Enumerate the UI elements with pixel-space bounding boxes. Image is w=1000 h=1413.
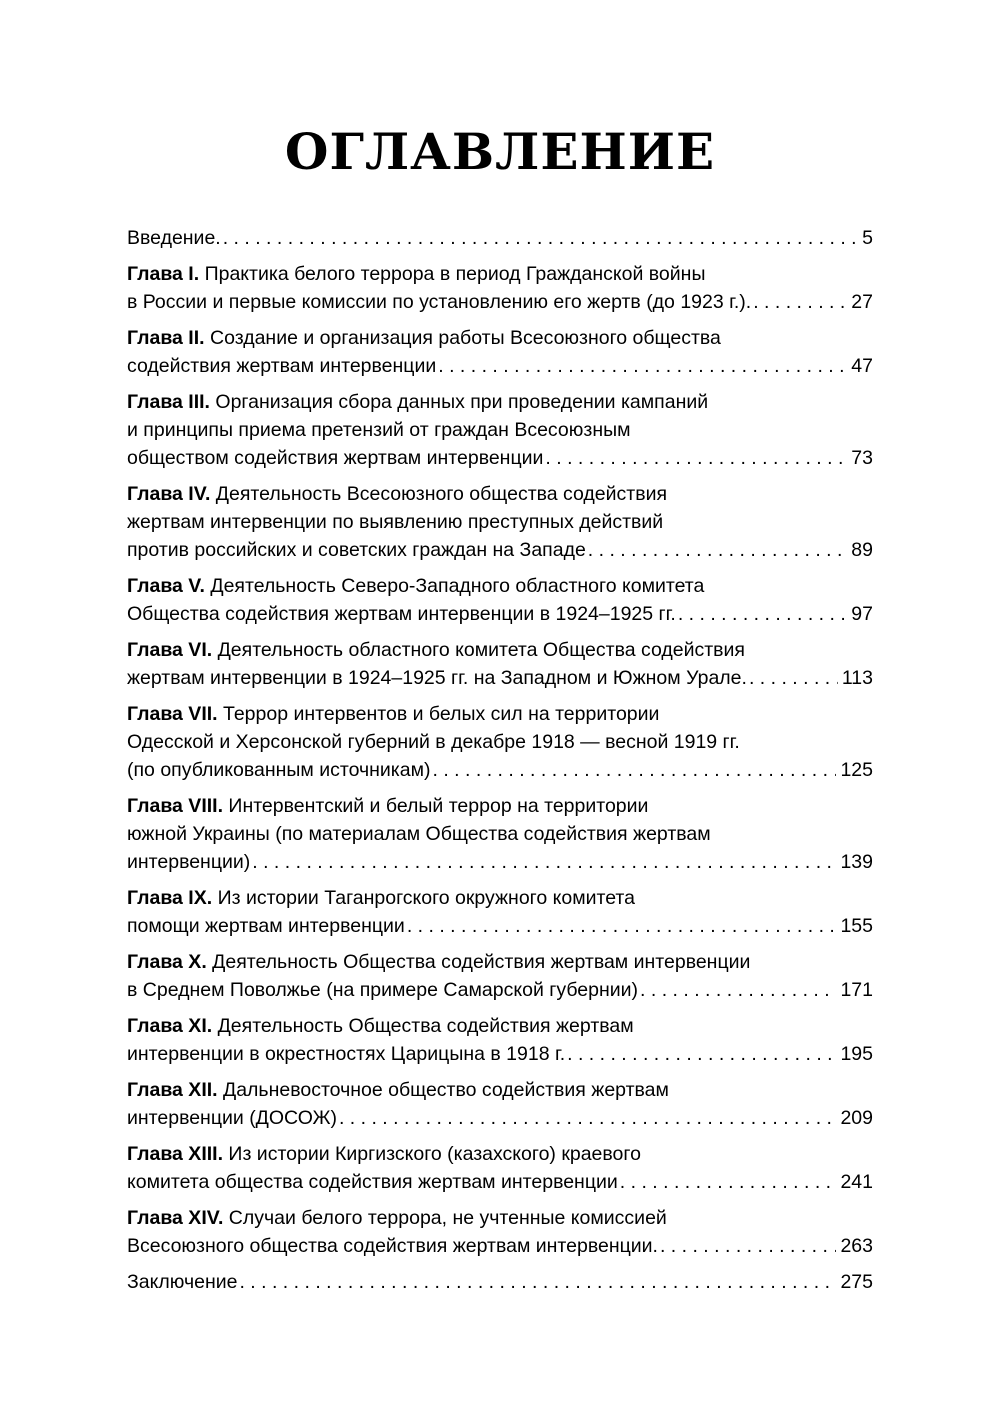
chapter-title-line: Деятельность областного комитета Общества содействия (217, 639, 745, 661)
chapter-title-line: обществом содействия жертвам интервенции (127, 447, 544, 469)
chapter-title-line: интервенции (ДОСОЖ) (127, 1107, 337, 1129)
page-number: 155 (840, 915, 873, 937)
toc-entry-line (127, 416, 873, 444)
page-number: 27 (851, 291, 873, 313)
dot-leader (438, 352, 847, 380)
toc-entry-line (127, 728, 873, 756)
dot-leader (223, 224, 858, 252)
page-number: 97 (851, 603, 873, 625)
dot-leader (660, 1232, 836, 1260)
page-number: 125 (840, 759, 873, 781)
page-number: 89 (851, 539, 873, 561)
toc-entry[interactable] (127, 1012, 873, 1068)
toc-entry-last-line (127, 912, 873, 940)
chapter-number: Глава V. (127, 575, 205, 597)
toc-entry-line (127, 884, 873, 912)
chapter-number: Глава VI. (127, 639, 213, 661)
toc-entry[interactable] (127, 388, 873, 472)
toc-entry-line (127, 572, 873, 600)
toc-entry[interactable] (127, 700, 873, 784)
toc-entry[interactable] (127, 480, 873, 564)
chapter-number: Глава VIII. (127, 795, 223, 817)
toc-entry[interactable] (127, 260, 873, 316)
chapter-number: Глава IX. (127, 887, 213, 909)
chapter-number: Глава XIV. (127, 1207, 224, 1229)
dot-leader (678, 600, 847, 628)
chapter-title-line: Заключение (127, 1271, 238, 1293)
table-of-contents (127, 224, 873, 1304)
dot-leader (620, 1168, 837, 1196)
chapter-title-line: Террор интервентов и белых сил на территории (223, 703, 660, 725)
toc-entry-last-line (127, 976, 873, 1004)
toc-entry-line (127, 1204, 873, 1232)
toc-entry-line (127, 388, 873, 416)
dot-leader (239, 1268, 836, 1296)
page-number: 209 (840, 1107, 873, 1129)
dot-leader (567, 1040, 836, 1068)
toc-entry-line (127, 1140, 873, 1168)
dot-leader (588, 536, 848, 564)
dot-leader (640, 976, 836, 1004)
toc-entry-last-line (127, 444, 873, 472)
toc-entry-line (127, 636, 873, 664)
chapter-number: Глава I. (127, 263, 200, 285)
chapter-title-line: в России и первые комиссии по установлению его жертв (до 1923 г.). (127, 291, 752, 313)
chapter-title-line: против российских и советских граждан на Западе (127, 539, 586, 561)
chapter-title-line: Введение. (127, 227, 221, 249)
chapter-title-line: Деятельность Общества содействия жертвам (217, 1015, 634, 1037)
toc-entry-last-line (127, 536, 873, 564)
dot-leader (407, 912, 837, 940)
chapter-title-line: Деятельность Общества содействия жертвам интервенции (212, 951, 751, 973)
chapter-title-line: Деятельность Северо-Западного областного комитета (210, 575, 705, 597)
chapter-title-line: Создание и организация работы Всесоюзного общества (209, 327, 721, 349)
toc-entry-line (127, 508, 873, 536)
dot-leader (545, 444, 847, 472)
toc-entry-line (127, 820, 873, 848)
chapter-number: Глава IV. (127, 483, 211, 505)
dot-leader (339, 1104, 837, 1132)
toc-entry-last-line (127, 1104, 873, 1132)
toc-entry-last-line (127, 288, 873, 316)
chapter-title-line: южной Украины (по материалам Общества содействия жертвам (127, 823, 711, 845)
toc-entry[interactable] (127, 1204, 873, 1260)
chapter-title-line: и принципы приема претензий от граждан Всесоюзным (127, 419, 631, 441)
chapter-title-line: Деятельность Всесоюзного общества содействия (215, 483, 668, 505)
page-number: 241 (840, 1171, 873, 1193)
chapter-title-line: Всесоюзного общества содействия жертвам интервенции. (127, 1235, 658, 1257)
chapter-number: Глава III. (127, 391, 210, 413)
toc-entry[interactable] (127, 224, 873, 252)
toc-entry-last-line (127, 848, 873, 876)
toc-entry-last-line (127, 1168, 873, 1196)
page-number: 263 (840, 1235, 873, 1257)
page-number: 139 (840, 851, 873, 873)
toc-entry-line (127, 948, 873, 976)
chapter-number: Глава XI. (127, 1015, 213, 1037)
toc-entry[interactable] (127, 1076, 873, 1132)
toc-entry-line (127, 480, 873, 508)
chapter-number: Глава XII. (127, 1079, 218, 1101)
toc-entry[interactable] (127, 792, 873, 876)
chapter-number: Глава VII. (127, 703, 218, 725)
toc-entry-line (127, 1012, 873, 1040)
chapter-title-line: Одесской и Херсонской губерний в декабре 1918 — весной 1919 гг. (127, 731, 740, 753)
chapter-title-line: Из истории Киргизского (казахского) краевого (228, 1143, 641, 1165)
chapter-title-line: интервенции) (127, 851, 251, 873)
chapter-title-line: интервенции в окрестностях Царицына в 1918 г. (127, 1043, 566, 1065)
page-number: 275 (840, 1271, 873, 1293)
page-number: 195 (840, 1043, 873, 1065)
toc-entry-last-line (127, 1040, 873, 1068)
toc-entry[interactable] (127, 572, 873, 628)
toc-entry[interactable] (127, 1268, 873, 1296)
toc-entry-line (127, 260, 873, 288)
toc-entry-last-line (127, 664, 873, 692)
toc-entry-line (127, 792, 873, 820)
chapter-title-line: жертвам интервенции по выявлению преступных действий (127, 511, 664, 533)
toc-entry-line (127, 700, 873, 728)
page-number: 5 (862, 227, 873, 249)
page-number: 47 (851, 355, 873, 377)
page-number: 73 (851, 447, 873, 469)
chapter-title-line: Организация сбора данных при проведении кампаний (215, 391, 709, 413)
chapter-title-line: жертвам интервенции в 1924–1925 гг. на Западном и Южном Урале. (127, 667, 747, 689)
chapter-number: Глава XIII. (127, 1143, 223, 1165)
dot-leader (433, 756, 837, 784)
toc-entry-last-line (127, 756, 873, 784)
toc-entry[interactable] (127, 1140, 873, 1196)
chapter-title-line: Интервентский и белый террор на территории (228, 795, 649, 817)
chapter-title-line: Практика белого террора в период Гражданской войны (204, 263, 706, 285)
chapter-number: Глава X. (127, 951, 207, 973)
chapter-title-line: в Среднем Поволжье (на примере Самарской губернии) (127, 979, 639, 1001)
chapter-title-line: (по опубликованным источникам) (127, 759, 431, 781)
chapter-title-line: содействия жертвам интервенции (127, 355, 437, 377)
chapter-title-line: помощи жертвам интервенции (127, 915, 405, 937)
chapter-title-line: Случаи белого террора, не учтенные комиссией (228, 1207, 667, 1229)
toc-entry-last-line (127, 1232, 873, 1260)
toc-entry-line (127, 324, 873, 352)
toc-entry-last-line (127, 1268, 873, 1296)
toc-entry[interactable] (127, 948, 873, 1004)
chapter-title-line: комитета общества содействия жертвам интервенции (127, 1171, 618, 1193)
toc-entry-line (127, 1076, 873, 1104)
toc-entry[interactable] (127, 636, 873, 692)
chapter-number: Глава II. (127, 327, 205, 349)
chapter-title-line: Дальневосточное общество содействия жертвам (223, 1079, 669, 1101)
page-number: 113 (841, 667, 873, 689)
dot-leader (753, 288, 847, 316)
page-title: ОГЛАВЛЕНИЕ (284, 122, 716, 181)
toc-entry[interactable] (127, 884, 873, 940)
toc-entry-last-line (127, 224, 873, 252)
toc-entry-last-line (127, 352, 873, 380)
chapter-title-line: Из истории Таганрогского окружного комитета (217, 887, 635, 909)
dot-leader (252, 848, 836, 876)
chapter-title-line: Общества содействия жертвам интервенции в 1924–1925 гг. (127, 603, 676, 625)
dot-leader (749, 664, 838, 692)
page-number: 171 (840, 979, 873, 1001)
toc-entry-last-line (127, 600, 873, 628)
toc-entry[interactable] (127, 324, 873, 380)
